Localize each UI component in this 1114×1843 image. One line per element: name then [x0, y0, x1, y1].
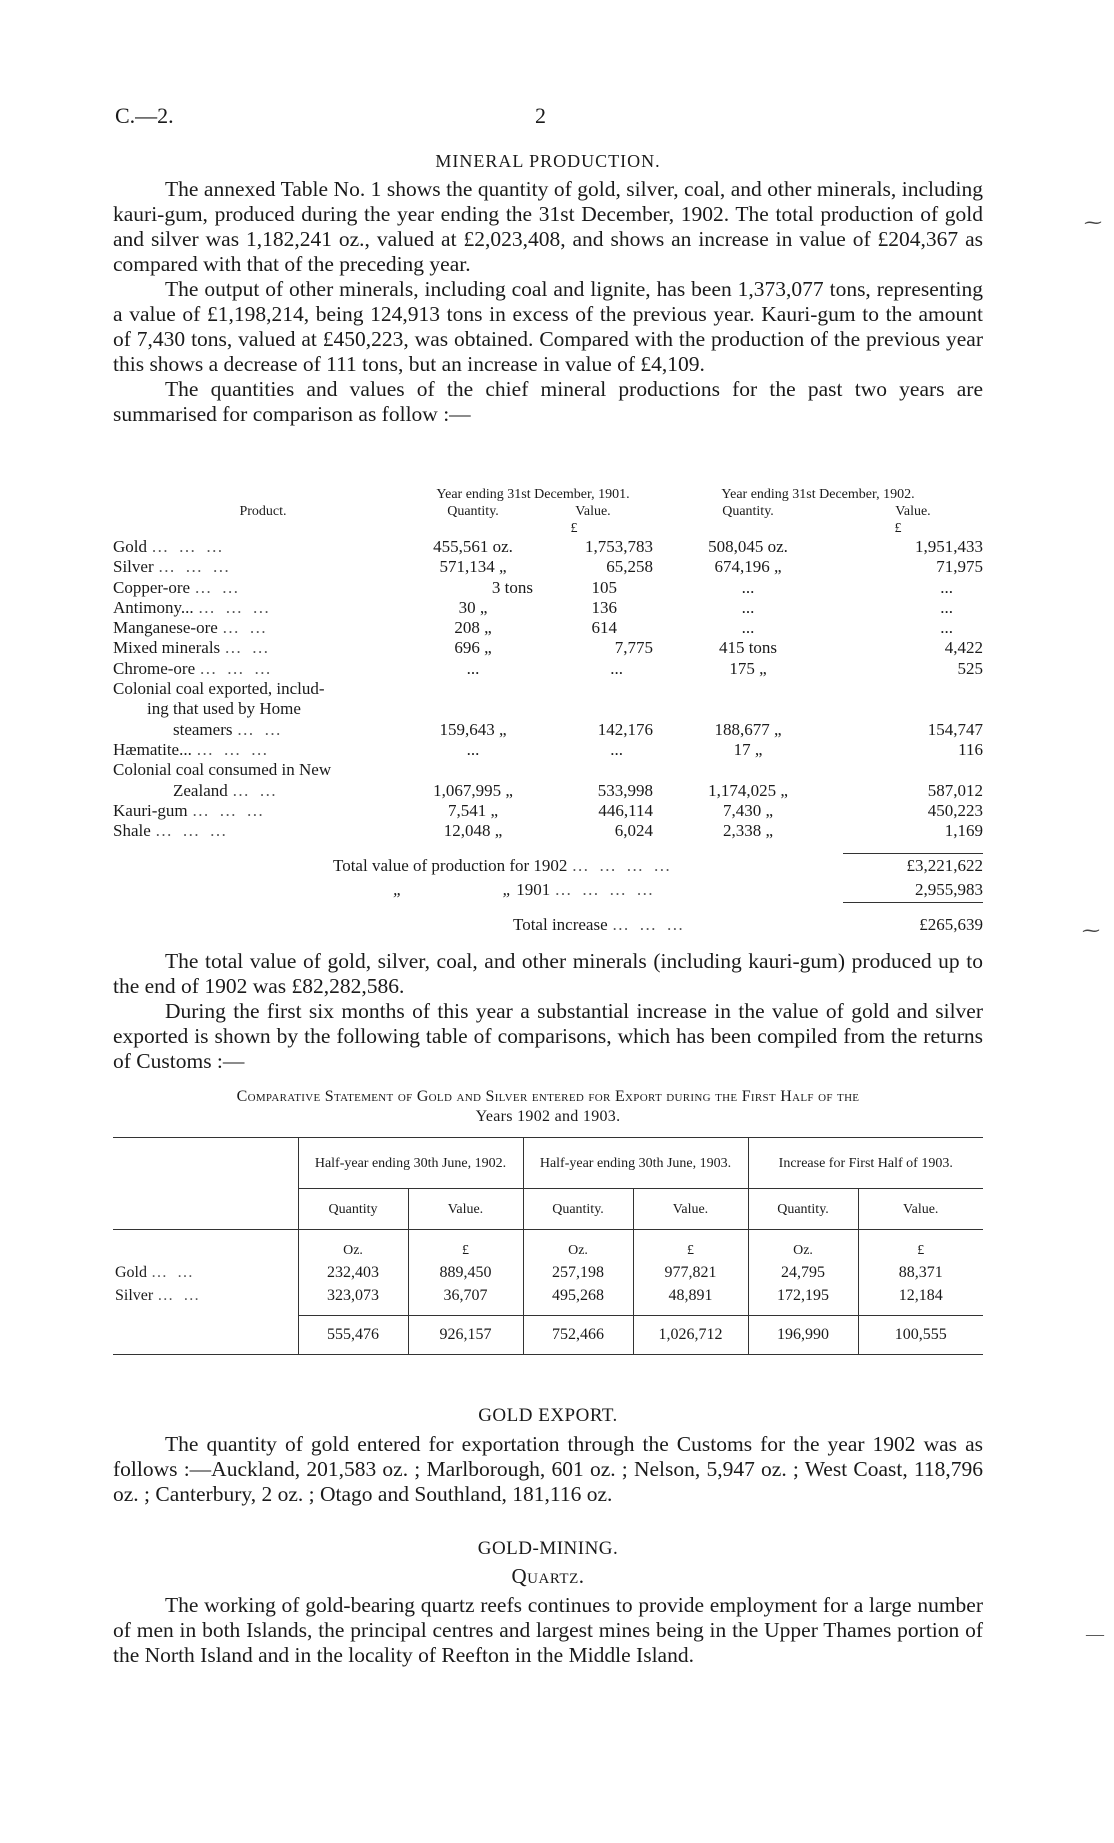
- cell: ...: [940, 577, 953, 597]
- total-1901-value: 2,955,983: [843, 878, 983, 903]
- paragraph-7: The working of gold-bearing quartz reefs continues to provide employment for a large number of men in both Islands, the principal centres and largest mines being in the Upper Thames portion of the North Island and in the locality of Reefton in the Middle Island.: [113, 1593, 983, 1667]
- total-1901-label: 1901: [516, 880, 551, 900]
- cell: 257,198: [523, 1261, 633, 1284]
- cell: 65,258: [606, 557, 653, 577]
- total-increase-label: Total increase: [513, 915, 608, 935]
- cell: 7,541 „: [447, 800, 499, 820]
- row-label: Shale: [113, 821, 151, 841]
- cell: 450,223: [927, 800, 983, 820]
- cell: 208 „: [454, 618, 492, 638]
- header-value-1901: Value.: [575, 504, 611, 519]
- cell: 6,024: [614, 821, 653, 841]
- row-label: Zealand: [173, 780, 228, 800]
- cell: 2,338 „: [722, 821, 774, 841]
- cell: 977,821: [633, 1261, 748, 1284]
- table-row: Zealand … … 1,067,995 „ 533,998 1,174,025 „ 587,012: [173, 780, 983, 800]
- header-value: Value.: [858, 1189, 983, 1230]
- middle-paragraphs: [113, 949, 983, 1074]
- statement-title-line-2: Years 1902 and 1903.: [475, 1108, 621, 1125]
- row-label: Manganese-ore: [113, 618, 218, 638]
- row-label: ing that used by Home: [147, 699, 301, 719]
- header-product: Product.: [239, 504, 287, 519]
- unit-oz: Oz.: [298, 1230, 408, 1262]
- cell: ...: [741, 618, 755, 638]
- page-reference: C.—2.: [115, 103, 174, 128]
- row-label: Gold: [115, 1264, 147, 1281]
- unit-pound: £: [858, 1230, 983, 1262]
- cell: 105: [591, 577, 617, 597]
- table-row: Silver … … 323,073 36,707 495,268 48,891 172,195 12,184: [113, 1284, 983, 1316]
- header-increase: Increase for First Half of 1903.: [748, 1138, 983, 1189]
- paragraph-1: The annexed Table No. 1 shows the quantity of gold, silver, coal, and other minerals, including kauri-gum, produced during the year ending the 31st December, 1902. The total production of gold and silver was 1,182,241 oz., valued at £2,023,408, and shows an increase in value of £204,367 as compared with that of the preceding year.: [113, 177, 983, 276]
- row-label: Kauri-gum: [113, 800, 188, 820]
- mineral-production-heading: MINERAL PRODUCTION.: [435, 151, 661, 171]
- header-quantity-1901: Quantity.: [447, 504, 499, 519]
- gold-export-section: [113, 1432, 983, 1507]
- row-label: Hæmatite...: [113, 739, 192, 759]
- cell: 48,891: [633, 1284, 748, 1316]
- margin-mark: —: [1086, 1624, 1104, 1644]
- cell: ...: [741, 597, 755, 617]
- cell: 1,174,025 „: [708, 780, 788, 800]
- cell: ...: [466, 739, 480, 759]
- margin-mark: ⁓: [1082, 920, 1100, 940]
- header-value: Value.: [633, 1189, 748, 1230]
- unit-oz: Oz.: [748, 1230, 858, 1262]
- table-row: steamers … … 159,643 „ 142,176 188,677 „ 154,747: [173, 719, 983, 739]
- cell: 525: [957, 658, 983, 678]
- cell: 4,422: [944, 638, 983, 658]
- table-row: Shale … … … 12,048 „ 6,024 2,338 „ 1,169: [113, 821, 983, 841]
- ditto-mark: „: [502, 880, 512, 900]
- cell: 24,795: [748, 1261, 858, 1284]
- page-number: 2: [535, 103, 546, 128]
- cell: 926,157: [408, 1316, 523, 1355]
- cell: 36,707: [408, 1284, 523, 1316]
- cell: 533,998: [597, 780, 653, 800]
- total-1902-value: £3,221,622: [843, 854, 983, 879]
- paragraph-3: The quantities and values of the chief mineral productions for the past two years are summarised for comparison as follow :—: [113, 377, 983, 426]
- cell: 3 tons: [491, 577, 533, 597]
- table-row: Mixed minerals … … 696 „ 7,775 415 tons 4,422: [113, 638, 983, 658]
- row-label: Copper-ore: [113, 577, 191, 597]
- row-label: Gold: [113, 537, 147, 556]
- cell: 495,268: [523, 1284, 633, 1316]
- cell: 696 „: [454, 638, 492, 658]
- unit-pound: £: [633, 1230, 748, 1262]
- cell: 323,073: [298, 1284, 408, 1316]
- intro-paragraphs: [113, 177, 983, 427]
- cell: 555,476: [298, 1316, 408, 1355]
- header-quantity: Quantity.: [523, 1189, 633, 1230]
- table-row: [113, 679, 983, 699]
- cell: 17 „: [733, 739, 763, 759]
- cell: ...: [940, 618, 953, 638]
- cell: ...: [466, 658, 480, 678]
- cell: 100,555: [858, 1316, 983, 1355]
- header-value-1902: Value.: [895, 504, 931, 519]
- cell: 889,450: [408, 1261, 523, 1284]
- header-value: Value.: [408, 1189, 523, 1230]
- header-quantity: Quantity: [298, 1189, 408, 1230]
- row-label: steamers: [173, 719, 233, 739]
- table-row: [113, 699, 983, 719]
- cell: 188,677 „: [714, 719, 782, 739]
- table-row: Gold … … … 455,561 oz. 1,753,783 508,045 oz. 1,951,433: [113, 537, 983, 556]
- cell: 1,753,783: [585, 537, 653, 556]
- table-row: Hæmatite... … … … ... ... 17 „ 116: [113, 739, 983, 759]
- cell: ...: [610, 739, 623, 759]
- cell: 415 tons: [718, 638, 778, 658]
- cell: 455,561 oz.: [433, 537, 513, 556]
- cell: ...: [610, 658, 623, 678]
- margin-mark: ⁓: [1084, 212, 1102, 232]
- cell: ...: [940, 597, 953, 617]
- table-row: Antimony... … … … 30 „ 136 ... ...: [113, 598, 983, 618]
- pound-sign: £: [570, 521, 578, 536]
- table-row: Chrome-ore … … … ... ... 175 „ 525: [113, 658, 983, 678]
- cell: 142,176: [597, 719, 653, 739]
- cell: 154,747: [927, 719, 983, 739]
- table-row: Gold … … 232,403 889,450 257,198 977,821 24,795 88,371: [113, 1261, 983, 1284]
- cell: 88,371: [858, 1261, 983, 1284]
- cell: 587,012: [927, 780, 983, 800]
- table-row: Copper-ore … … 3 tons 105 ... ...: [113, 578, 983, 598]
- gold-export-heading: GOLD EXPORT.: [478, 1405, 618, 1426]
- quartz-heading: Quartz.: [511, 1564, 585, 1588]
- cell: 508,045 oz.: [708, 537, 788, 556]
- mineral-production-table: Year ending 31st December, 1901. Year ending 31st December, 1902. Product. Quantity. Value. Quantity. Value. £ £ Gold … … … 455,561 oz. 1,753,783 508,045 oz. 1,951,433 Silver … … … 571,134 „ 65,258 674,196 „ 71,975 Copper-ore … … 3 tons 105 ... ... Antimony... … … … 30 „ 136 ... ... Manganese-ore … … 208 „ 614 ... ... Mixed minerals … … 696 „ 7,775 415 tons 4,422 Chrome-ore … … … ... ... 175 „ 525 Colonial coal exported, includ- ing that used by Home steamers … … 159,643 „ 142,176 188,677 „ 154,747 Hæmatite... … … … ... ... 17 „ 116 Colonial coal consumed in New Zealand … … 1,067,995 „ 533,998 1,174,025 „ 587,012 Kauri-gum … … … 7,541 „ 446,114 7,430 „ 450,223 Shale … … … 12,048 „ 6,024 2,338 „ 1,169 Total value of production for 1902 … … … … £3,221,622 „ „ 1901 … … … … 2,955,983 Total increase … … … £265,639: [113, 486, 983, 937]
- cell: 175 „: [729, 658, 767, 678]
- header-year-1902: Year ending 31st December, 1902.: [721, 487, 915, 502]
- row-label: Mixed minerals: [113, 638, 221, 658]
- cell: 446,114: [598, 800, 653, 820]
- totals-row: [113, 1316, 983, 1355]
- row-label: Antimony...: [113, 597, 194, 617]
- paragraph-4: The total value of gold, silver, coal, and other minerals (including kauri-gum) produced up to the end of 1902 was £82,282,586.: [113, 949, 983, 998]
- unit-oz: Oz.: [523, 1230, 633, 1262]
- header-year-1901: Year ending 31st December, 1901.: [436, 487, 630, 502]
- cell: 30 „: [458, 597, 488, 617]
- cell: 12,048 „: [443, 821, 503, 841]
- cell: 571,134 „: [439, 557, 507, 577]
- unit-pound: £: [408, 1230, 523, 1262]
- total-increase-value: £265,639: [919, 915, 983, 935]
- cell: 116: [958, 739, 983, 759]
- statement-title-line-1: Comparative Statement of Gold and Silver entered for Export during the First Half of the: [236, 1088, 860, 1105]
- cell: 1,951,433: [915, 537, 983, 556]
- cell: 136: [591, 597, 617, 617]
- cell: 71,975: [936, 557, 983, 577]
- pound-sign: £: [894, 521, 902, 536]
- table-row: [113, 760, 983, 780]
- cell: 614: [591, 618, 617, 638]
- row-label: Chrome-ore: [113, 658, 196, 678]
- cell: 674,196 „: [714, 557, 782, 577]
- header-half-1903: Half-year ending 30th June, 1903.: [523, 1138, 748, 1189]
- cell: 7,430 „: [722, 800, 774, 820]
- paragraph-6: The quantity of gold entered for exportation through the Customs for the year 1902 was as follows :—Auckland, 201,583 oz. ; Marlborough, 601 oz. ; Nelson, 5,947 oz. ; West Coast, 118,796 oz. ; Canterbury, 2 oz. ; Otago and Southland, 181,116 oz.: [113, 1432, 983, 1506]
- row-label: Colonial coal consumed in New: [113, 760, 332, 780]
- cell: 752,466: [523, 1316, 633, 1355]
- row-label: Colonial coal exported, includ-: [113, 679, 325, 699]
- cell: 1,067,995 „: [433, 780, 513, 800]
- gold-mining-heading: GOLD-MINING.: [477, 1538, 619, 1559]
- cell: 232,403: [298, 1261, 408, 1284]
- table-row: Manganese-ore … … 208 „ 614 ... ...: [113, 618, 983, 638]
- row-label: Silver: [115, 1287, 154, 1305]
- paragraph-5: During the first six months of this year a substantial increase in the value of gold and silver exported is shown by the following table of comparisons, which has been compiled from the returns of Customs :—: [113, 999, 983, 1073]
- ditto-mark: „: [393, 880, 403, 900]
- cell: 1,026,712: [633, 1316, 748, 1355]
- cell: 159,643 „: [439, 719, 507, 739]
- quartz-section: [113, 1593, 983, 1668]
- header-half-1902: Half-year ending 30th June, 1902.: [298, 1138, 523, 1189]
- cell: 7,775: [614, 638, 653, 658]
- table-row: Silver … … … 571,134 „ 65,258 674,196 „ 71,975: [113, 557, 983, 577]
- table-row: Kauri-gum … … … 7,541 „ 446,114 7,430 „ 450,223: [113, 800, 983, 820]
- paragraph-2: The output of other minerals, including coal and lignite, has been 1,373,077 tons, representing a value of £1,198,214, being 124,913 tons in excess of the previous year. Kauri-gum to the amount of 7,430 tons, valued at £450,223, was obtained. Compared with the production of the previous year this shows a decrease of 111 tons, but an increase in value of £4,109.: [113, 277, 983, 376]
- cell: 12,184: [858, 1284, 983, 1316]
- cell: 172,195: [748, 1284, 858, 1316]
- cell: 196,990: [748, 1316, 858, 1355]
- cell: ...: [741, 577, 755, 597]
- total-1902-label: Total value of production for 1902: [333, 855, 568, 875]
- comparative-statement: [113, 1087, 983, 1355]
- row-label: Silver: [113, 557, 154, 577]
- cell: 1,169: [944, 821, 983, 841]
- header-quantity: Quantity.: [748, 1189, 858, 1230]
- header-quantity-1902: Quantity.: [722, 504, 774, 519]
